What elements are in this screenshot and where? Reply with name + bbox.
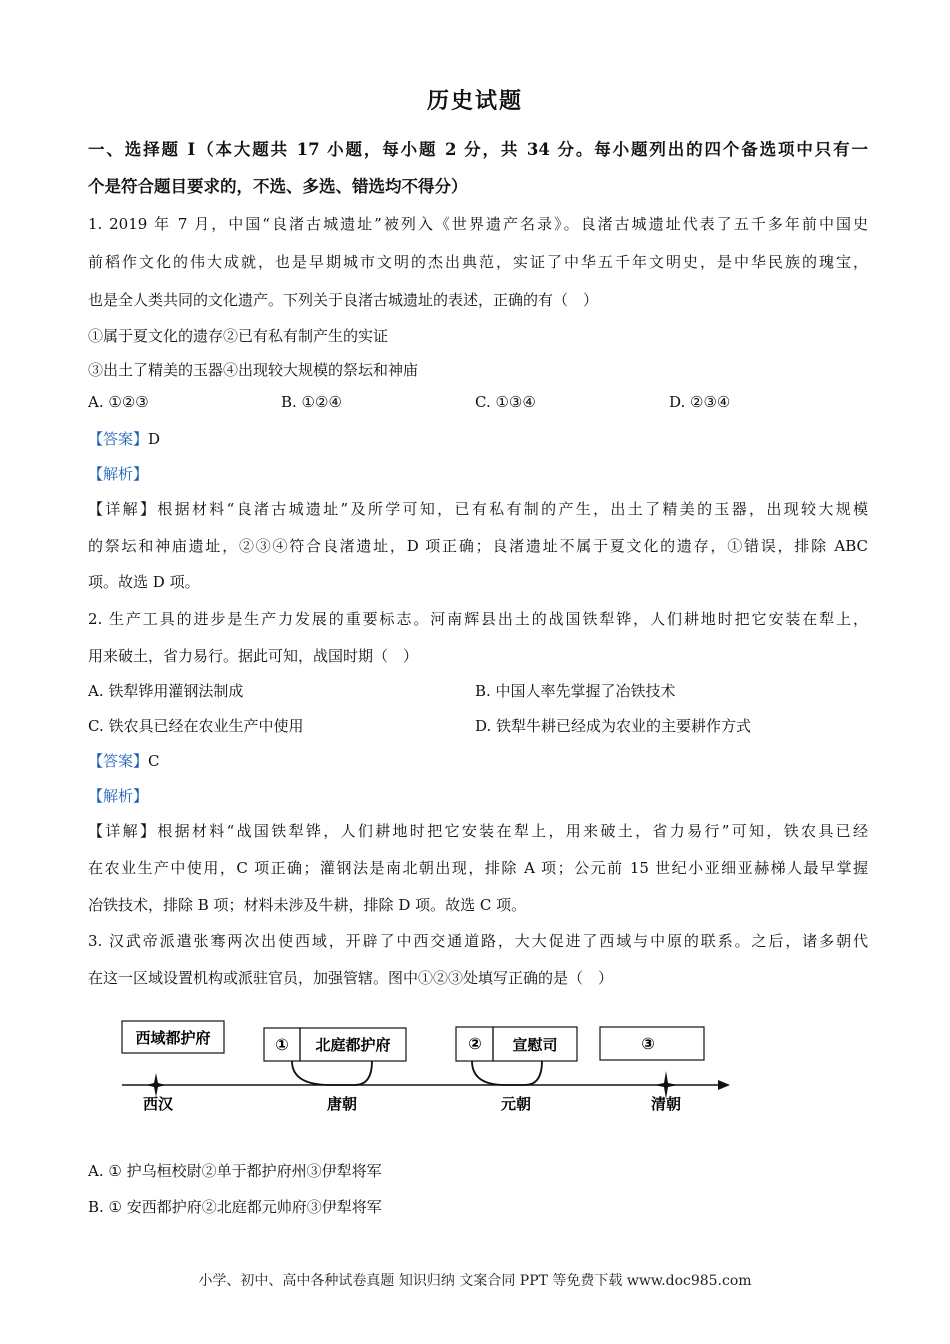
q2-detail-line-2: 在农业生产中使用，C 项正确；灌钢法是南北朝出现，排除 A 项；公元前 15 世纪小亚细亚赫梯人最早掌握 [88,859,868,877]
q1-detail-tag: 【详解】 [88,500,158,518]
q1-answer-value: D [148,430,161,448]
box-xiyu-label: 西域都护府 [135,1029,211,1047]
box-xuanwei-label: 宣慰司 [512,1036,558,1054]
era-label-yuan: 元朝 [500,1095,532,1113]
q2-answer-tag: 【答案】 [88,752,149,770]
q1-statement-2: ③出土了精美的玉器④出现较大规模的祭坛和神庙 [88,361,419,379]
q1-option-b: B. ①②④ [281,393,342,411]
q1-statement-1: ①属于夏文化的遗存②已有私有制产生的实证 [88,327,389,345]
box-beiting-label: 北庭都护府 [315,1036,391,1054]
q2-answer-value: C [148,752,160,770]
q2-detail-line-1 [88,820,868,841]
q2-detail-text-1: 根据材料“战国铁犁铧，人们耕地时把它安装在犁上，用来破土，省力易行”可知，铁农具已经 [157,822,868,840]
mark1-label: ① [275,1035,289,1054]
timeline-arrow-icon [718,1080,730,1090]
q3-option-b: B. ① 安西都护府②北庭都元帅府③伊犁将军 [88,1198,382,1216]
section-heading-line-1: 一、选择题 I（本大题共 17 小题，每小题 2 分，共 34 分。每小题列出的四个备选项中只有一 [88,140,868,159]
timeline-diagram [110,1015,750,1115]
arc-tang [292,1061,372,1085]
q2-option-d: D. 铁犁牛耕已经成为农业的主要耕作方式 [475,717,752,735]
q2-answer [88,750,868,771]
page-footer: 小学、初中、高中各种试卷真题 知识归纳 文案合同 PPT 等免费下载 www.doc985.com [198,1273,752,1289]
q3-text-line-1: 3. 汉武帝派遣张骞两次出使西域，开辟了中西交通道路，大大促进了西域与中原的联系。之后，诸多朝代 [88,932,868,950]
q1-analysis-label: 【解析】 [88,465,149,483]
star-marker-xihan-icon [146,1073,166,1097]
arc-yuan [472,1061,542,1085]
era-label-qing: 清朝 [650,1095,682,1113]
q2-option-b: B. 中国人率先掌握了冶铁技术 [475,682,676,700]
q2-detail-tag: 【详解】 [88,822,158,840]
mark2-label: ② [468,1034,482,1053]
q1-text-line-1: 1. 2019 年 7 月，中国“良渚古城遗址”被列入《世界遗产名录》。良渚古城遗址代表了五千多年前中国史 [88,215,868,233]
section-heading [88,131,868,205]
q1-text-line-3: 也是全人类共同的文化遗产。下列关于良渚古城遗址的表述，正确的有（ ） [88,291,599,309]
page-title: 历史试题 [426,88,523,114]
q2-option-a: A. 铁犁铧用灌钢法制成 [88,682,244,700]
q1-detail-line-2: 的祭坛和神庙遗址，②③④符合良渚遗址，D 项正确；良渚遗址不属于夏文化的遗存，①错误，排除 ABC [88,537,868,555]
era-label-xihan: 西汉 [142,1095,174,1113]
section-heading-line-2: 个是符合题目要求的，不选、多选、错选均不得分） [88,177,468,196]
q1-option-c: C. ①③④ [475,393,536,411]
era-label-tang: 唐朝 [326,1095,358,1113]
q1-detail-line-3: 项。故选 D 项。 [88,573,200,591]
q1-text-line-2: 前稻作文化的伟大成就，也是早期城市文明的杰出典范，实证了中华五千年文明史，是中华民族的瑰宝， [88,253,868,271]
q3-text-line-2: 在这一区域设置机构或派驻官员，加强管辖。图中①②③处填写正确的是（ ） [88,969,614,987]
q2-detail-line-3: 冶铁技术，排除 B 项；材料未涉及牛耕，排除 D 项。故选 C 项。 [88,896,527,914]
q2-option-c: C. 铁农具已经在农业生产中使用 [88,717,304,735]
q2-analysis-tag [88,785,868,806]
q3-option-a: A. ① 护乌桓校尉②单于都护府州③伊犁将军 [88,1162,382,1180]
q1-detail-line-1 [88,498,868,519]
q2-text-line-1: 2. 生产工具的进步是生产力发展的重要标志。河南辉县出土的战国铁犁铧，人们耕地时把它安装在犁上， [88,610,868,628]
q1-detail-text-1: 根据材料“良渚古城遗址”及所学可知，已有私有制的产生，出土了精美的玉器，出现较大规模 [157,500,868,518]
q1-answer [88,428,868,449]
mark3-label: ③ [641,1034,655,1053]
q1-answer-tag: 【答案】 [88,430,149,448]
q2-analysis-label: 【解析】 [88,787,149,805]
q2-text-line-2: 用来破土，省力易行。据此可知，战国时期（ ） [88,647,419,665]
q1-option-a: A. ①②③ [88,393,149,411]
q1-option-d: D. ②③④ [669,393,731,411]
q1-analysis-tag [88,463,868,484]
